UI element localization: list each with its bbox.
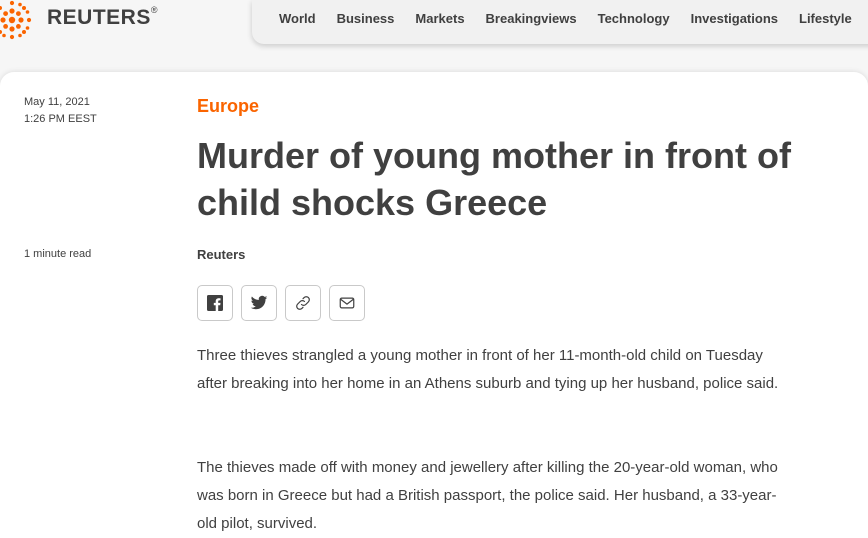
article-date bbox=[24, 94, 97, 128]
facebook-icon bbox=[206, 294, 224, 312]
nav-item-lifestyle[interactable]: Lifestyle bbox=[799, 10, 852, 26]
share-email-button[interactable] bbox=[329, 285, 365, 321]
share-facebook-button[interactable] bbox=[197, 285, 233, 321]
nav-item-business[interactable]: Business bbox=[336, 10, 395, 26]
nav-item-investigations[interactable]: Investigations bbox=[690, 10, 778, 26]
reuters-logo-icon bbox=[0, 0, 40, 42]
share-bar bbox=[197, 285, 365, 321]
nav-item-technology[interactable]: Technology bbox=[597, 10, 670, 26]
nav-item-markets[interactable]: Markets bbox=[415, 10, 465, 26]
share-link-button[interactable] bbox=[285, 285, 321, 321]
read-time: 1 minute read bbox=[24, 248, 92, 260]
nav-item-world[interactable]: World bbox=[279, 10, 316, 26]
article-byline[interactable]: Reuters bbox=[197, 247, 246, 262]
nav-item-breakingviews[interactable]: Breakingviews bbox=[485, 10, 577, 26]
article-date-day: May 11, 2021 bbox=[24, 96, 90, 108]
article-headline: Murder of young mother in front of child shocks Greece bbox=[197, 135, 791, 223]
article-paragraph: The thieves made off with money and jewellery after killing the 20-year-old woman, who was born in Greece but had a British passport, the police said. Her husband, a 33-year-old pilot, survived. bbox=[197, 459, 778, 532]
article-card bbox=[0, 72, 868, 538]
share-twitter-button[interactable] bbox=[241, 285, 277, 321]
email-icon bbox=[338, 294, 356, 312]
article-paragraph: Three thieves strangled a young mother in front of her 11-month-old child on Tuesday after breaking into her home in an Athens suburb and tying up her husband, police said. bbox=[197, 347, 779, 392]
link-icon bbox=[294, 294, 312, 312]
twitter-icon bbox=[250, 294, 268, 312]
brand-name: REUTERS® bbox=[47, 5, 158, 29]
main-nav bbox=[252, 0, 868, 44]
section-link[interactable]: Europe bbox=[197, 96, 260, 116]
article-date-time: 1:26 PM EEST bbox=[24, 113, 97, 125]
